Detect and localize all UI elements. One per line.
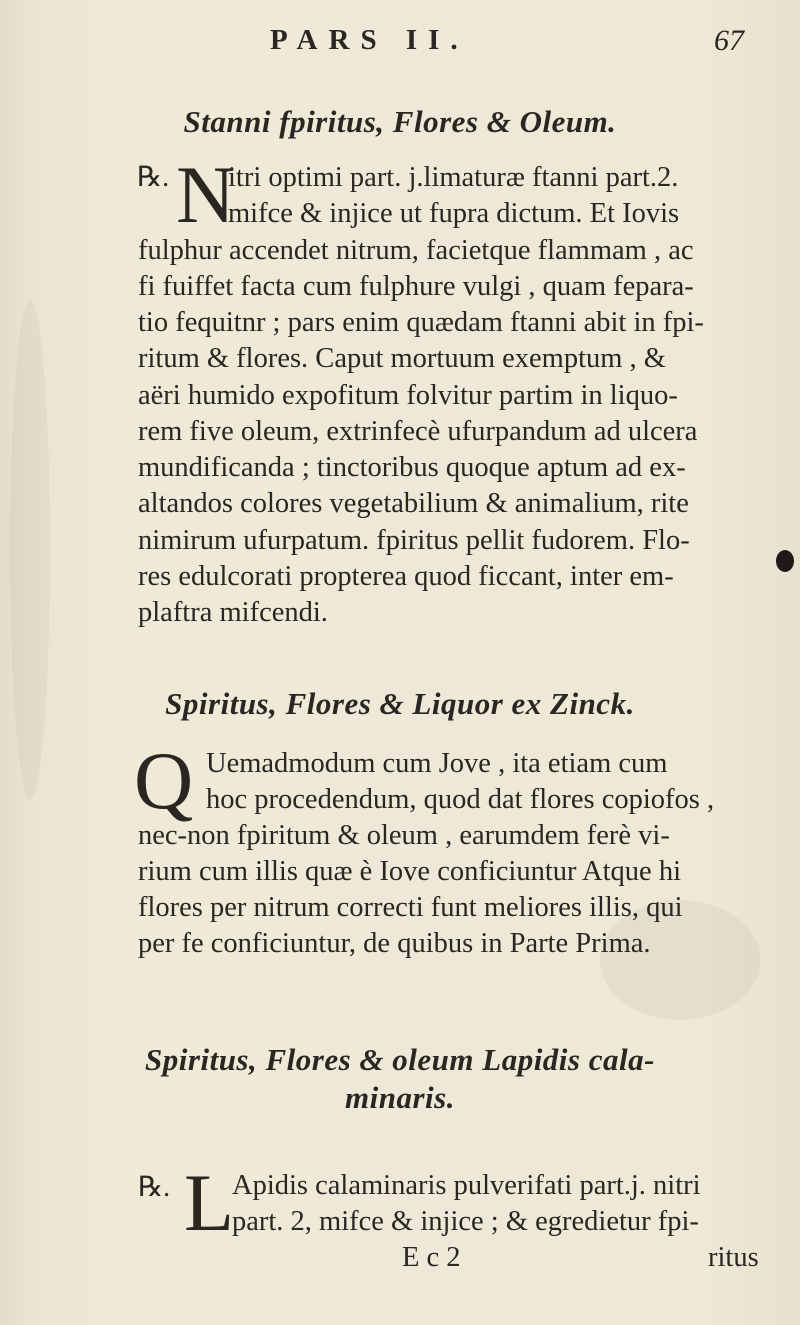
recipe-mark: ℞. bbox=[138, 1172, 171, 1203]
text-line: plaftra mifcendi. bbox=[138, 597, 328, 628]
text-line: tio fequitnr ; pars enim quædam ftanni abit in fpi- bbox=[138, 307, 704, 338]
text-line: fi fuiffet facta cum fulphure vulgi , quam fepara- bbox=[138, 271, 694, 302]
text-line: mundificanda ; tinctoribus quoque aptum ad ex- bbox=[138, 452, 686, 483]
heading-line: minaris. bbox=[345, 1080, 455, 1115]
text-line: fulphur accendet nitrum, facietque flammam , ac bbox=[138, 235, 694, 266]
text-line: nec-non fpiritum & oleum , earumdem ferè vi- bbox=[138, 820, 670, 851]
heading-line: Spiritus, Flores & oleum Lapidis cala- bbox=[145, 1042, 655, 1077]
text-line: per fe conficiuntur, de quibus in Parte Prima. bbox=[138, 928, 651, 959]
page-number: 67 bbox=[714, 24, 744, 57]
text-line: res edulcorati propterea quod ficcant, inter em- bbox=[138, 561, 674, 592]
text-line: aëri humido expofitum folvitur partim in liquo- bbox=[138, 380, 678, 411]
section-heading-lapidis bbox=[0, 1042, 800, 1116]
text-line: altandos colores vegetabilium & animalium, rite bbox=[138, 488, 689, 519]
text-line: itri optimi part. j.limaturæ ftanni part.2. bbox=[228, 162, 679, 193]
drop-cap-l: L bbox=[184, 1157, 235, 1248]
ink-blot bbox=[776, 550, 794, 572]
text-line: ritum & flores. Caput mortuum exemptum , & bbox=[138, 343, 666, 374]
drop-cap-n: N bbox=[176, 149, 236, 240]
section-heading-zinck: Spiritus, Flores & Liquor ex Zinck. bbox=[165, 686, 635, 721]
recipe-mark: ℞. bbox=[137, 162, 170, 193]
text-line: rium cum illis quæ è Iove conficiuntur Atque hi bbox=[138, 856, 681, 887]
text-line: hoc procedendum, quod dat flores copiofos , bbox=[206, 784, 715, 815]
text-line: Apidis calaminaris pulverifati part.j. nitri bbox=[232, 1170, 701, 1201]
running-head-pars: PARS II. bbox=[270, 24, 469, 56]
text-line: Uemadmodum cum Jove , ita etiam cum bbox=[206, 748, 668, 779]
text-line: part. 2, mifce & injice ; & egredietur fpi- bbox=[232, 1206, 699, 1237]
text-line: flores per nitrum correcti funt meliores illis, qui bbox=[138, 892, 683, 923]
signature-mark: E c 2 bbox=[402, 1242, 461, 1273]
running-head bbox=[0, 24, 800, 64]
text-line: mifce & injice ut fupra dictum. Et Iovis bbox=[228, 198, 680, 229]
text-line: nimirum ufurpatum. fpiritus pellit fudorem. Flo- bbox=[138, 525, 690, 556]
section-heading-stanni: Stanni fpiritus, Flores & Oleum. bbox=[183, 104, 617, 139]
text-line: rem five oleum, extrinfecè ufurpandum ad ulcera bbox=[138, 416, 698, 447]
catchword: ritus bbox=[708, 1242, 759, 1273]
drop-cap-q: Q bbox=[134, 735, 194, 826]
